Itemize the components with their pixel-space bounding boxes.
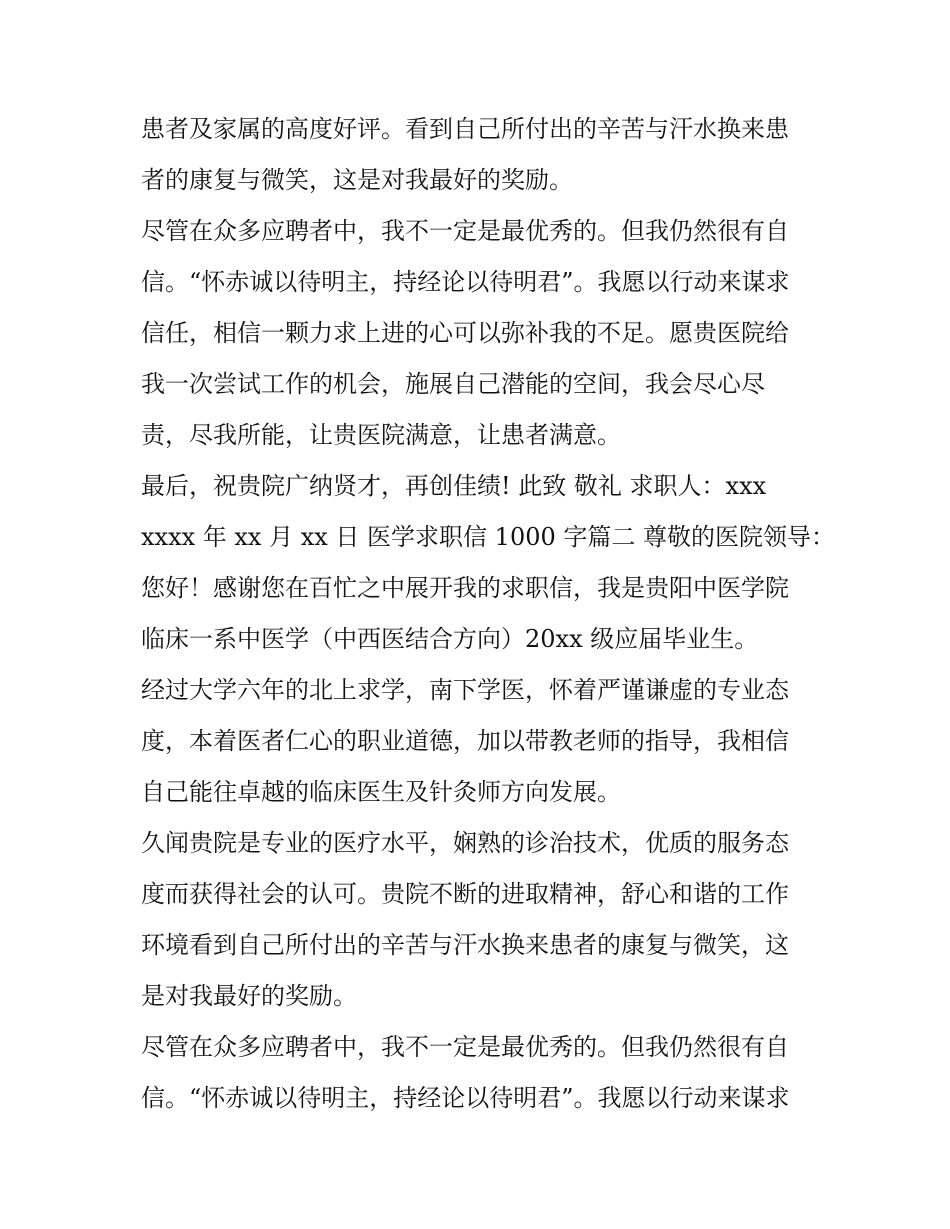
text-line: 信。“怀赤诚以待明主，持经论以待明君”。我愿以行动来谋求 xyxy=(141,1084,790,1112)
text-line: 临床一系中医学（中西医结合方向）20xx 级应届毕业生。 xyxy=(141,625,759,653)
text-line: 久闻贵院是专业的医疗水平，娴熟的诊治技术，优质的服务态 xyxy=(141,829,789,857)
text-line: 者的康复与微笑，这是对我最好的奖励。 xyxy=(141,166,573,194)
text-line: 度而获得社会的认可。贵院不断的进取精神，舒心和谐的工作 xyxy=(141,880,789,908)
text-line: 信。“怀赤诚以待明主，持经论以待明君”。我愿以行动来谋求 xyxy=(141,268,790,296)
text-line: 经过大学六年的北上求学，南下学医，怀着严谨谦虚的专业态 xyxy=(141,676,789,704)
text-line: 尽管在众多应聘者中，我不一定是最优秀的。但我仍然很有自 xyxy=(141,1033,789,1061)
text-line: 尽管在众多应聘者中，我不一定是最优秀的。但我仍然很有自 xyxy=(141,217,789,245)
text-line: 您好！感谢您在百忙之中展开我的求职信，我是贵阳中医学院 xyxy=(141,574,789,602)
text-line: 环境看到自己所付出的辛苦与汗水换来患者的康复与微笑，这 xyxy=(141,931,789,959)
text-line: 信任，相信一颗力求上进的心可以弥补我的不足。愿贵医院给 xyxy=(141,319,789,347)
text-line: 自己能往卓越的临床医生及针灸师方向发展。 xyxy=(141,778,621,806)
text-line: xxxx 年 xx 月 xx 日 医学求职信 1000 字篇二 尊敬的医院领导： xyxy=(141,523,836,551)
text-line: 度，本着医者仁心的职业道德，加以带教老师的指导，我相信 xyxy=(141,727,789,755)
body-text xyxy=(141,104,836,1124)
text-line: 是对我最好的奖励。 xyxy=(141,982,357,1010)
text-line: 我一次尝试工作的机会，施展自己潜能的空间，我会尽心尽 xyxy=(141,370,765,398)
text-line: 最后，祝贵院广纳贤才，再创佳绩! 此致 敬礼 求职人：xxx xyxy=(141,472,767,500)
text-line: 患者及家属的高度好评。看到自己所付出的辛苦与汗水换来患 xyxy=(141,115,789,143)
text-line: 责，尽我所能，让贵医院满意，让患者满意。 xyxy=(141,421,621,449)
